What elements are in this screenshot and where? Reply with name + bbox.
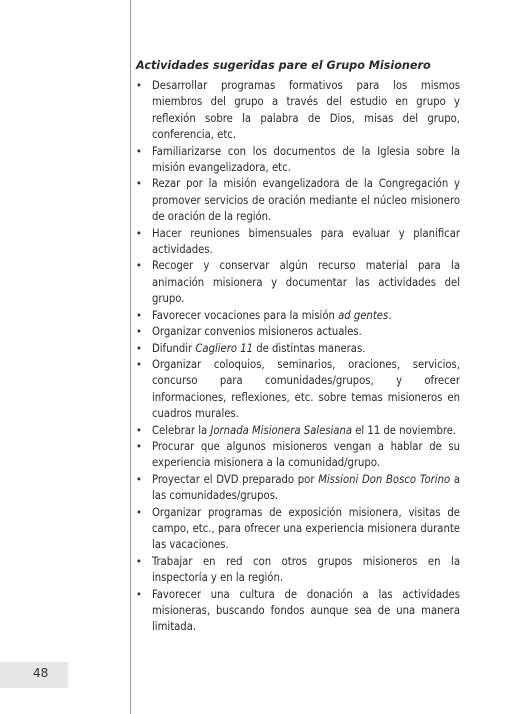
list-item-text: . <box>388 308 392 322</box>
list-item <box>136 258 460 307</box>
section-heading: Actividades sugeridas pare el Grupo Misionero <box>136 59 431 72</box>
list-item-text: Hacer reuniones bimensuales para evaluar y planificar actividades. <box>152 226 460 257</box>
list-item-text: de distintas maneras. <box>253 341 366 355</box>
list-item-text: Organizar coloquios, seminarios, oraciones, servicios, concurso para comunidades/grupos, y ofrecer informaciones, reflexiones, etc. sobre temas misioneros en cuadros murales. <box>152 357 460 421</box>
list-item <box>136 226 460 259</box>
list-item <box>136 587 460 636</box>
list-item-text: Celebrar la <box>152 423 211 437</box>
bullet-icon: • <box>136 226 142 240</box>
list-item <box>136 423 460 439</box>
page-content <box>136 58 460 636</box>
list-item <box>136 144 460 177</box>
list-item <box>136 324 460 340</box>
list-item-text: Favorecer vocaciones para la misión <box>152 308 339 322</box>
bullet-icon: • <box>136 554 142 568</box>
list-item-emphasis: Cagliero 11 <box>195 341 254 355</box>
list-item-text: Familiarizarse con los documentos de la Iglesia sobre la misión evangelizadora, etc. <box>152 144 460 175</box>
list-item-text: Favorecer una cultura de donación a las actividades misioneras, buscando fondos aunque sea de una manera limitada. <box>152 587 460 634</box>
list-item-text: Procurar que algunos misioneros vengan a hablar de su experiencia misionera a la comunidad/grupo. <box>152 439 460 470</box>
bullet-icon: • <box>136 505 142 519</box>
list-item-text: Organizar convenios misioneros actuales. <box>152 325 362 339</box>
list-item <box>136 357 460 423</box>
bullet-icon: • <box>136 472 142 486</box>
list-item-text: Rezar por la misión evangelizadora de la Congregación y promover servicios de oración mediante el núcleo misionero de oración de la región. <box>152 177 460 224</box>
bullet-icon: • <box>136 357 142 371</box>
list-item-emphasis: Missioni Don Bosco Torino <box>318 472 451 486</box>
bullet-icon: • <box>136 439 142 453</box>
list-item <box>136 472 460 505</box>
list-item-text: Desarrollar programas formativos para los mismos miembros del grupo a través del estudio en grupo y reflexión sobre la palabra de Dios, misas del grupo, conferencia, etc. <box>152 79 460 142</box>
page-number-box <box>0 662 68 688</box>
activities-list <box>136 78 460 636</box>
list-item-text: Organizar programas de exposición misionera, visitas de campo, etc., para ofrecer una experiencia misionera durante las vacaciones. <box>152 505 460 552</box>
bullet-icon: • <box>136 308 142 322</box>
list-item-text: Difundir <box>152 341 196 355</box>
bullet-icon: • <box>136 341 142 355</box>
list-item-text: Recoger y conservar algún recurso material para la animación misionera y documentar las actividades del grupo. <box>152 259 460 306</box>
bullet-icon: • <box>136 177 142 191</box>
list-item <box>136 341 460 357</box>
margin-rule <box>130 0 131 714</box>
list-item-text: a las comunidades/grupos. <box>152 472 460 503</box>
bullet-icon: • <box>136 79 142 92</box>
list-item-text: el 11 de noviembre. <box>352 423 457 437</box>
list-item <box>136 308 460 324</box>
bullet-icon: • <box>136 587 142 601</box>
list-item <box>136 176 460 225</box>
bullet-icon: • <box>136 423 142 437</box>
bullet-icon: • <box>136 259 142 273</box>
list-item-emphasis: Jornada Misionera Salesiana <box>210 423 353 437</box>
list-item-emphasis: ad gentes <box>338 308 389 322</box>
list-item <box>136 439 460 472</box>
list-item <box>136 78 460 144</box>
bullet-icon: • <box>136 144 142 158</box>
list-item-text: Proyectar el DVD preparado por <box>152 472 319 486</box>
bullet-icon: • <box>136 325 142 339</box>
page-number: 48 <box>33 666 49 680</box>
list-item <box>136 554 460 587</box>
list-item-text: Trabajar en red con otros grupos misioneros en la inspectoría y en la región. <box>152 554 460 585</box>
list-item <box>136 505 460 554</box>
